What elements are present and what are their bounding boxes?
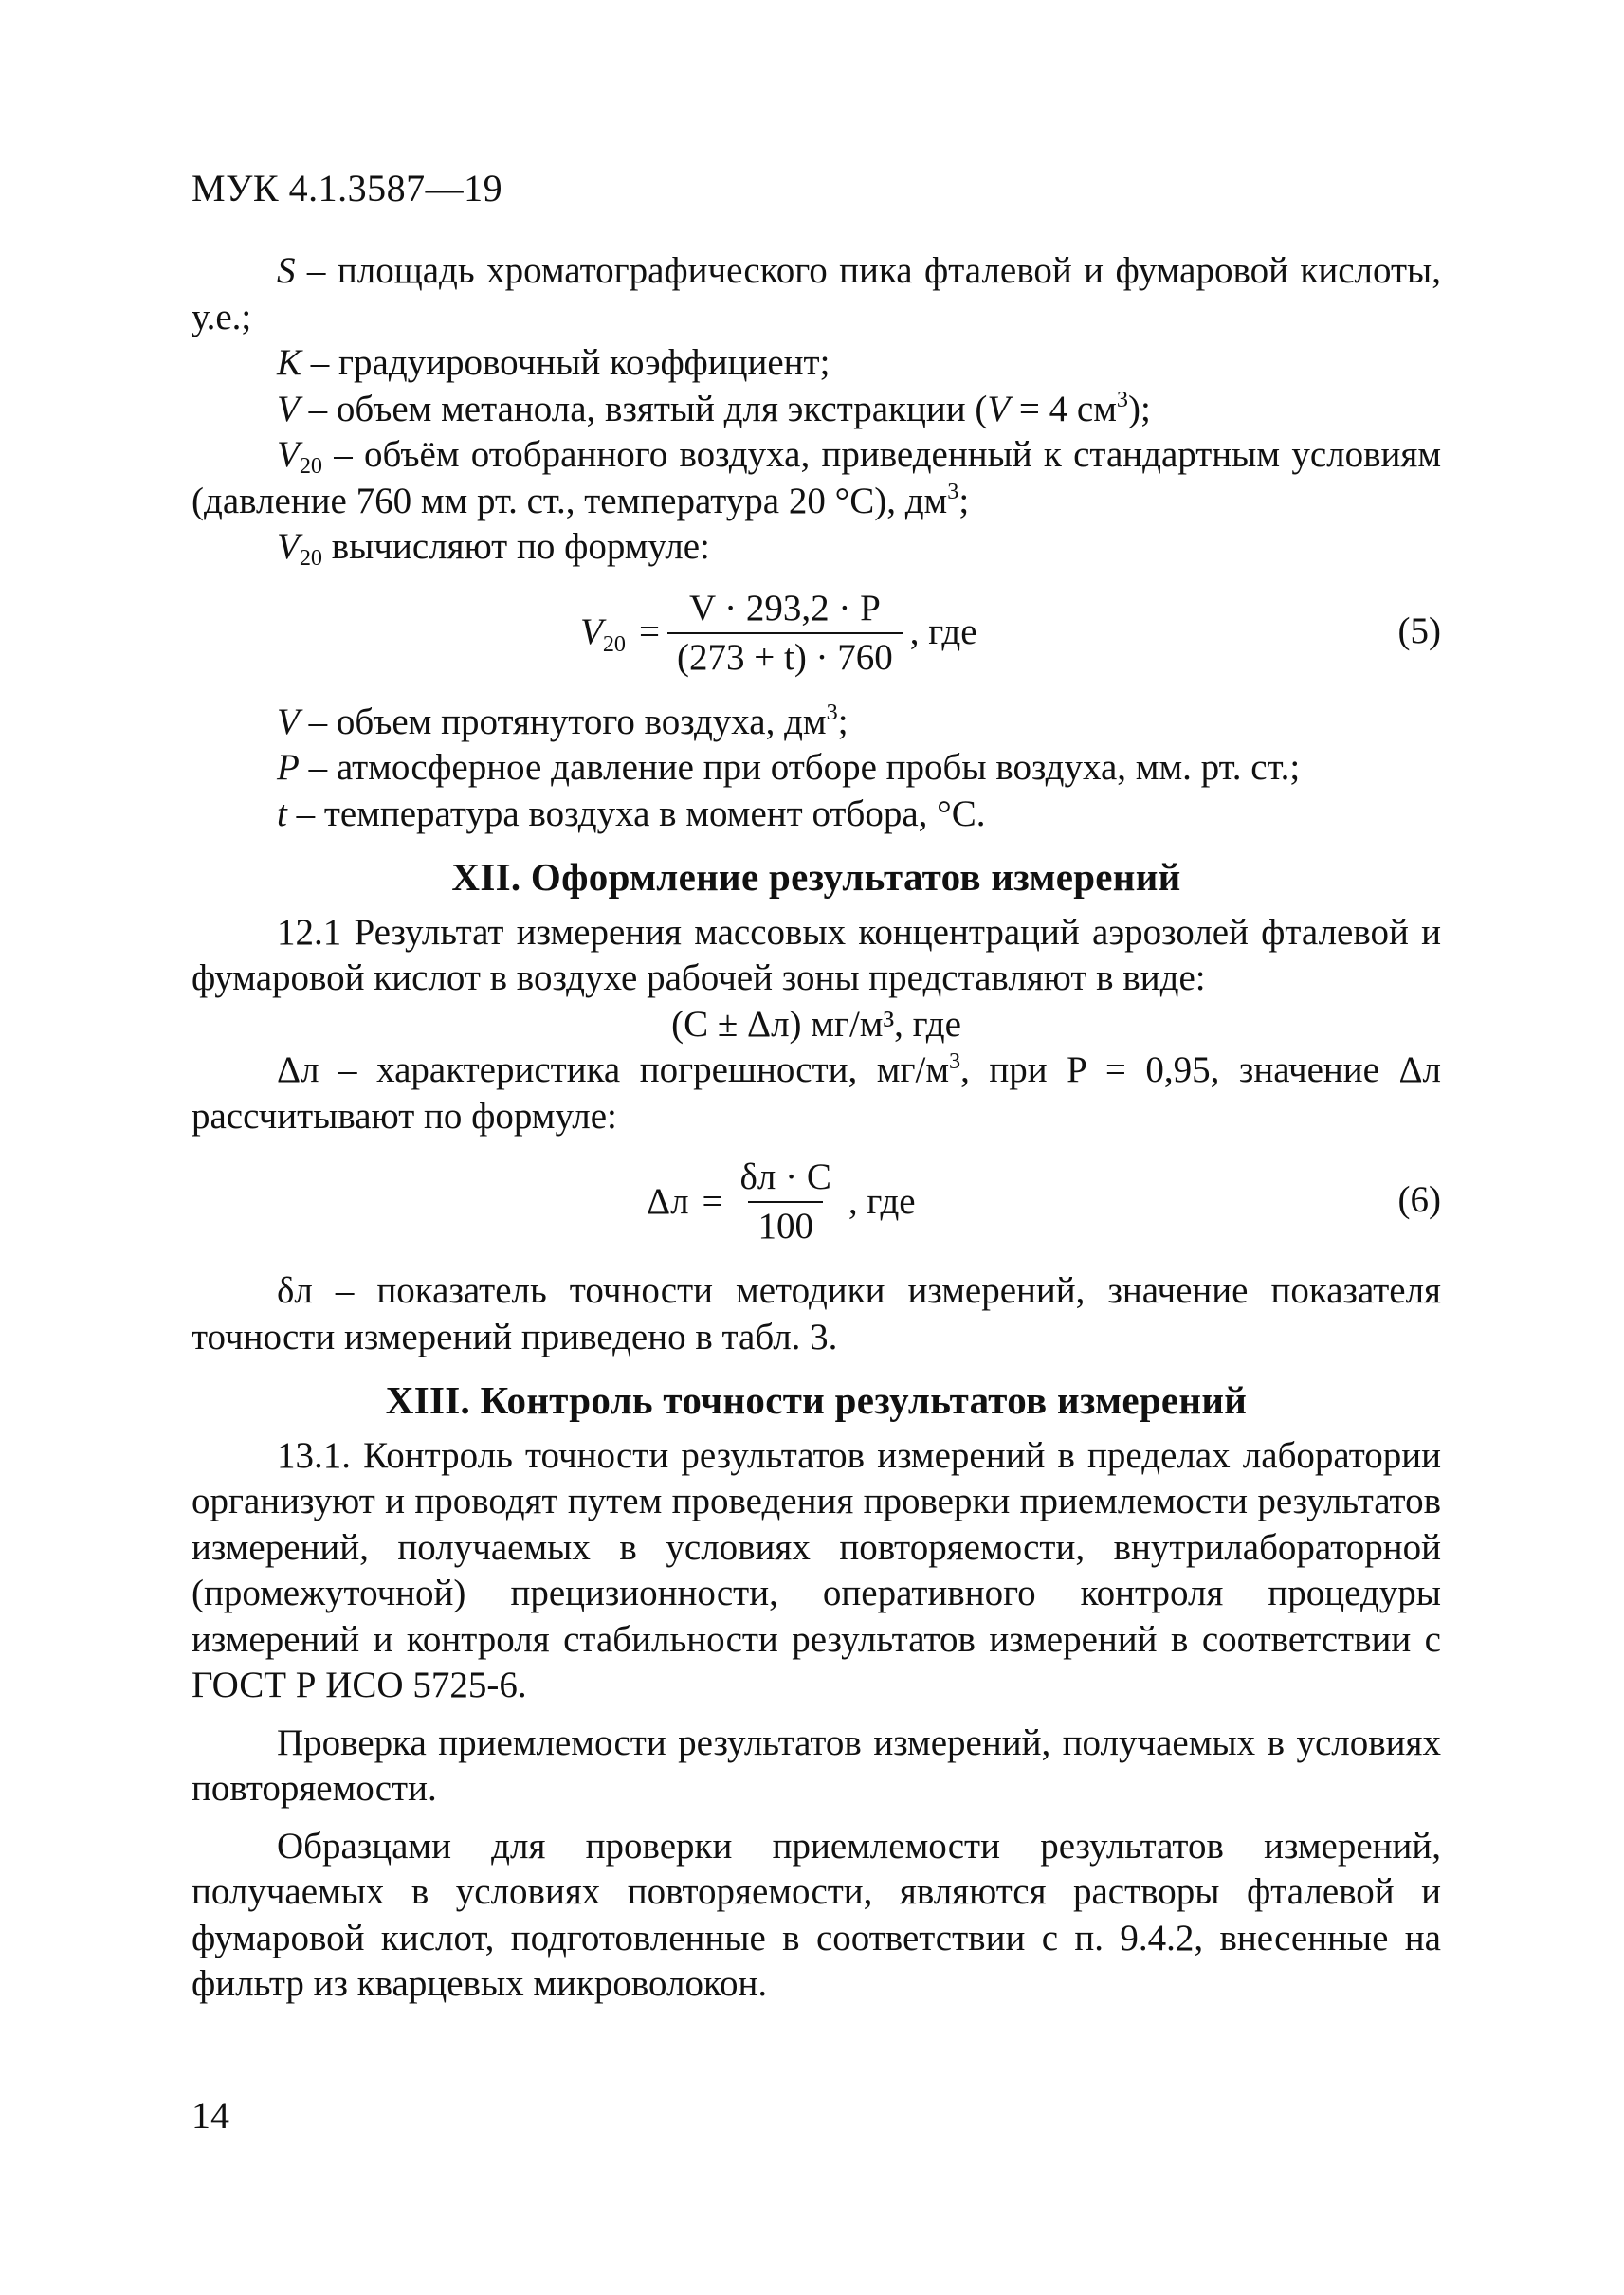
def-v-air <box>192 700 1441 746</box>
def-k <box>192 340 1441 387</box>
def-v <box>192 387 1441 433</box>
formula-5 <box>192 576 1441 690</box>
paragraph-repeatability: Проверка приемлемости результатов измерений, получаемых в условиях повторяемости. <box>192 1721 1441 1809</box>
def-text: вычисляют по формуле: <box>322 526 710 567</box>
symbol: K <box>277 342 302 383</box>
formula-lhs: V <box>580 611 603 653</box>
formula-suffix: , где <box>909 611 977 653</box>
equals-sign: = <box>639 611 660 653</box>
def-text: – температура воздуха в момент отбора, °С. <box>286 792 986 834</box>
section-12-title: XII. Оформление результатов измерений <box>451 855 1181 899</box>
superscript: 3 <box>1116 387 1128 412</box>
denominator: (273 + t) · 760 <box>667 632 903 682</box>
def-text: – объём отобранного воздуха, приведенный к стандартным условиям (давление 760 мм рт. ст., температура 20 °С), дм <box>192 434 1441 521</box>
subscript: 20 <box>299 453 322 480</box>
paragraph-12-1: 12.1 Результат измерения массовых концентраций аэрозолей фталевой и фумаровой кислот в воздухе рабочей зоны представляют в виде: <box>192 911 1441 998</box>
symbol: V <box>277 701 300 742</box>
formula-number: (6) <box>1397 1179 1441 1220</box>
subscript: 20 <box>602 630 626 657</box>
def-text: ); <box>1127 388 1151 429</box>
def-text: ; <box>958 480 970 521</box>
formula-6 <box>192 1145 1441 1259</box>
symbol: t <box>277 792 287 834</box>
def-s <box>192 248 1441 340</box>
superscript: 3 <box>949 1047 961 1074</box>
delta-index-definition: δл – показатель точности методики измерений, значение показателя точности измерений приведено в табл. 3. <box>192 1270 1441 1357</box>
formula-lhs: Δл <box>647 1180 689 1222</box>
running-header: МУК 4.1.3587—19 <box>192 167 503 209</box>
def-p <box>192 745 1441 792</box>
fraction <box>731 1154 841 1250</box>
denominator: 100 <box>748 1201 823 1250</box>
equals-sign: = <box>702 1180 723 1222</box>
symbol: V <box>277 434 300 475</box>
def-v20-calc <box>192 524 1441 571</box>
numerator: δл · C <box>739 1157 831 1197</box>
symbol: S <box>277 250 296 291</box>
delta-definition <box>192 1047 1441 1139</box>
page-number: 14 <box>192 2094 229 2137</box>
def-text: Δл – характеристика погрешности, мг/м <box>277 1049 949 1090</box>
def-v20 <box>192 432 1441 524</box>
superscript: 3 <box>947 479 959 504</box>
symbol: V <box>277 388 300 429</box>
result-expression: (C ± Δл) мг/м³, где <box>671 1003 961 1045</box>
def-text: – градуировочный коэффициент; <box>301 342 830 383</box>
def-text: – атмосферное давление при отборе пробы воздуха, мм. рт. ст.; <box>299 747 1301 788</box>
superscript: 3 <box>826 700 838 725</box>
subscript: 20 <box>299 545 322 572</box>
symbol: V <box>987 388 1011 429</box>
page-body <box>192 248 1441 2008</box>
symbol: P <box>277 747 300 788</box>
fraction <box>667 585 903 682</box>
section-13-title: XIII. Контроль точности результатов измерений <box>385 1378 1248 1422</box>
def-text: ; <box>837 701 848 742</box>
numerator: V · 293,2 · P <box>688 587 881 628</box>
def-text: , при P = 0,95, значение Δл рассчитывают по формуле: <box>192 1049 1441 1137</box>
def-text: – объем протянутого воздуха, дм <box>299 701 827 742</box>
formula-suffix: , где <box>848 1180 916 1222</box>
def-text: – площадь хроматографического пика фталевой и фумаровой кислоты, у.е.; <box>192 250 1441 337</box>
symbol: V <box>277 526 300 567</box>
def-text: = 4 см <box>1010 388 1117 429</box>
formula-number: (5) <box>1397 610 1441 651</box>
paragraph-samples: Образцами для проверки приемлемости результатов измерений, получаемых в условиях повторяемости, являются растворы фталевой и фумаровой кислот, подготовленные в соответствии с п. 9.4.2, внесенные на фильтр из кварцевых микроволокон. <box>192 1825 1441 2004</box>
paragraph-13-1: 13.1. Контроль точности результатов измерений в пределах лаборатории организуют и проводят путем проведения проверки приемлемости результатов измерений, получаемых в условиях повторяемости, внутрилабораторной (промежуточной) прецизионности, оперативного контроля процедуры измерений и контроля стабильности результатов измерений в соответствии с ГОСТ Р ИСО 5725-6. <box>192 1434 1441 1705</box>
def-t <box>192 792 1441 838</box>
def-text: – объем метанола, взятый для экстракции ( <box>299 388 988 429</box>
